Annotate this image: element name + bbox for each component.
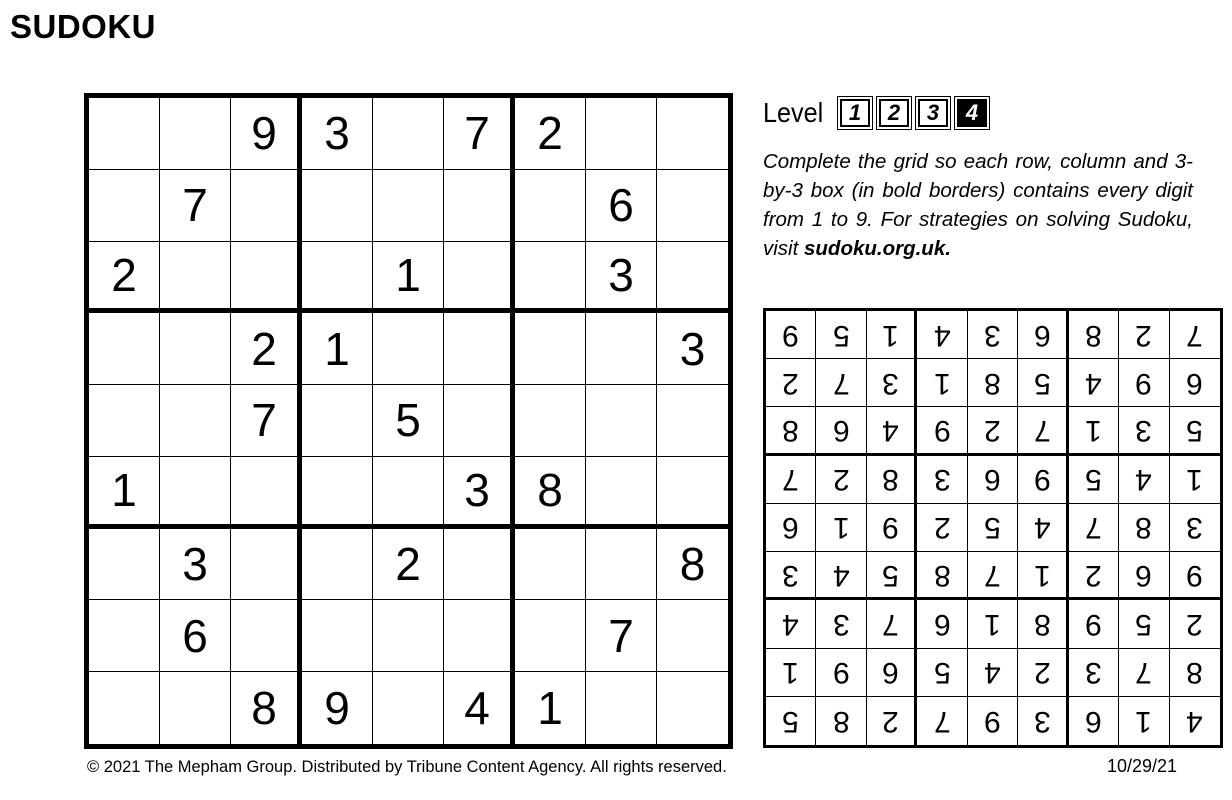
solution-cell-r8c8 [1119, 649, 1169, 697]
puzzle-cell-r2c7 [515, 170, 586, 242]
puzzle-cell-r4c1 [89, 313, 160, 385]
solution-digit: 1 [984, 607, 1001, 641]
solution-cell-r2c7 [1069, 359, 1119, 407]
puzzle-cell-r3c5: 1 [373, 242, 444, 314]
solution-digit: 5 [1085, 463, 1102, 497]
solution-digit: 7 [1085, 511, 1102, 545]
puzzle-cell-r2c2: 7 [160, 170, 231, 242]
puzzle-cell-r8c8: 7 [586, 600, 657, 672]
solution-cell-r7c9 [1170, 600, 1220, 648]
solution-digit: 7 [782, 463, 800, 497]
solution-cell-r9c6 [1018, 697, 1068, 745]
puzzle-cell-r1c2 [160, 98, 231, 170]
solution-cell-r4c2 [816, 456, 866, 504]
solution-digit: 8 [1135, 511, 1153, 545]
puzzle-cell-r6c2 [160, 457, 231, 529]
solution-digit: 3 [933, 463, 951, 497]
solution-cell-r2c1 [766, 359, 816, 407]
solution-digit: 9 [1085, 607, 1102, 641]
solution-digit: 4 [1135, 463, 1153, 497]
instructions-text: Complete the grid so each row, column and 3-by-3 box (in bold borders) contains every digit from 1 to 9. For strategies on solving Sudoku, visit [763, 150, 1193, 260]
solution-digit: 7 [1135, 656, 1153, 690]
solution-digit: 3 [1033, 704, 1051, 738]
puzzle-cell-r9c8 [586, 672, 657, 744]
solution-cell-r7c2 [816, 600, 866, 648]
solution-digit: 8 [1186, 656, 1204, 690]
solution-digit: 6 [832, 414, 850, 448]
solution-cell-r8c9 [1170, 649, 1220, 697]
solution-digit: 3 [1135, 414, 1153, 448]
solution-cell-r5c3 [867, 504, 917, 552]
solution-digit: 7 [933, 704, 951, 738]
solution-digit: 4 [1186, 704, 1204, 738]
solution-cell-r1c8 [1119, 311, 1169, 359]
solution-digit: 2 [1085, 558, 1102, 592]
puzzle-cell-r9c5 [373, 672, 444, 744]
puzzle-cell-r7c8 [586, 529, 657, 601]
puzzle-cell-r9c2 [160, 672, 231, 744]
puzzle-cell-r8c5 [373, 600, 444, 672]
puzzle-cell-r1c8 [586, 98, 657, 170]
puzzle-cell-r2c6 [444, 170, 515, 242]
level-option-4: 4 [957, 99, 987, 127]
solution-cell-r4c7 [1069, 456, 1119, 504]
solution-cell-r9c5 [968, 697, 1018, 745]
puzzle-cell-r1c3: 9 [231, 98, 302, 170]
level-option-3: 3 [918, 99, 948, 127]
puzzle-cell-r2c1 [89, 170, 160, 242]
solution-cell-r9c3 [867, 697, 917, 745]
solution-cell-r8c4 [917, 649, 967, 697]
puzzle-cell-r9c4: 9 [302, 672, 373, 744]
solution-digit: 6 [782, 511, 800, 545]
puzzle-cell-r1c5 [373, 98, 444, 170]
puzzle-cell-r4c8 [586, 313, 657, 385]
solution-cell-r6c4 [917, 552, 967, 600]
solution-digit: 6 [933, 607, 951, 641]
puzzle-cell-r6c9 [657, 457, 728, 529]
solution-digit: 1 [1033, 558, 1051, 592]
solution-cell-r4c8 [1119, 456, 1169, 504]
solution-digit: 9 [933, 414, 951, 448]
solution-cell-r7c8 [1119, 600, 1169, 648]
solution-cell-r3c3 [867, 407, 917, 455]
solution-cell-r3c6 [1018, 407, 1068, 455]
puzzle-cell-r1c9 [657, 98, 728, 170]
solution-digit: 8 [782, 414, 800, 448]
puzzle-cell-r6c1: 1 [89, 457, 160, 529]
solution-cell-r5c4 [917, 504, 967, 552]
solution-cell-r7c1 [766, 600, 816, 648]
solution-digit: 9 [782, 318, 800, 352]
puzzle-cell-r1c6: 7 [444, 98, 515, 170]
solution-cell-r9c2 [816, 697, 866, 745]
puzzle-cell-r2c3 [231, 170, 302, 242]
level-option-1: 1 [840, 99, 870, 127]
solution-digit: 6 [1033, 318, 1051, 352]
puzzle-cell-r2c4 [302, 170, 373, 242]
solution-digit: 4 [832, 558, 850, 592]
puzzle-cell-r3c4 [302, 242, 373, 314]
solution-digit: 5 [933, 656, 951, 690]
puzzle-cell-r3c9 [657, 242, 728, 314]
puzzle-cell-r5c1 [89, 385, 160, 457]
sudoku-puzzle-grid [84, 93, 733, 749]
solution-digit: 5 [782, 704, 800, 738]
solution-digit: 7 [832, 366, 850, 400]
solution-cell-r7c3 [867, 600, 917, 648]
solution-digit: 5 [832, 318, 850, 352]
puzzle-cell-r9c9 [657, 672, 728, 744]
solution-digit: 3 [1186, 511, 1204, 545]
solution-digit: 2 [1186, 607, 1204, 641]
solution-digit: 6 [1186, 366, 1204, 400]
solution-cell-r3c1 [766, 407, 816, 455]
puzzle-cell-r5c3: 7 [231, 385, 302, 457]
solution-cell-r2c9 [1170, 359, 1220, 407]
solution-digit: 2 [832, 463, 850, 497]
solution-digit: 2 [933, 511, 951, 545]
puzzle-cell-r4c4: 1 [302, 313, 373, 385]
solution-cell-r3c9 [1170, 407, 1220, 455]
solution-digit: 8 [832, 704, 850, 738]
level-label: Level [763, 97, 824, 128]
solution-digit: 1 [832, 511, 850, 545]
solution-cell-r1c9 [1170, 311, 1220, 359]
solution-digit: 2 [984, 414, 1001, 448]
puzzle-cell-r3c2 [160, 242, 231, 314]
solution-cell-r9c4 [917, 697, 967, 745]
solution-digit: 9 [1033, 463, 1051, 497]
solution-digit: 9 [882, 511, 899, 545]
puzzle-cell-r5c5: 5 [373, 385, 444, 457]
solution-cell-r8c6 [1018, 649, 1068, 697]
puzzle-cell-r3c8: 3 [586, 242, 657, 314]
solution-digit: 2 [1033, 656, 1051, 690]
puzzle-cell-r4c5 [373, 313, 444, 385]
solution-digit: 1 [1085, 414, 1102, 448]
solution-cell-r4c1 [766, 456, 816, 504]
solution-cell-r3c4 [917, 407, 967, 455]
level-selector [763, 95, 996, 131]
puzzle-cell-r7c2: 3 [160, 529, 231, 601]
page-title: SUDOKU [10, 8, 157, 45]
sudoku-solution-grid [763, 308, 1223, 748]
puzzle-cell-r2c8: 6 [586, 170, 657, 242]
solution-digit: 7 [984, 558, 1001, 592]
solution-digit: 6 [984, 463, 1001, 497]
puzzle-cell-r7c5: 2 [373, 529, 444, 601]
puzzle-cell-r6c5 [373, 457, 444, 529]
solution-cell-r6c2 [816, 552, 866, 600]
solution-digit: 9 [1186, 558, 1204, 592]
solution-digit: 7 [882, 607, 899, 641]
solution-cell-r2c2 [816, 359, 866, 407]
solution-digit: 5 [1033, 366, 1051, 400]
copyright-notice: © 2021 The Mepham Group. Distributed by Tribune Content Agency. All rights reserved. [87, 758, 727, 776]
solution-cell-r2c4 [917, 359, 967, 407]
solution-cell-r7c4 [917, 600, 967, 648]
solution-digit: 7 [1033, 414, 1051, 448]
solution-digit: 8 [882, 463, 899, 497]
solution-digit: 1 [782, 656, 800, 690]
puzzle-cell-r9c1 [89, 672, 160, 744]
puzzle-cell-r4c6 [444, 313, 515, 385]
solution-cell-r6c5 [968, 552, 1018, 600]
puzzle-cell-r8c9 [657, 600, 728, 672]
solution-digit: 5 [882, 558, 899, 592]
puzzle-cell-r5c4 [302, 385, 373, 457]
solution-cell-r3c7 [1069, 407, 1119, 455]
puzzle-cell-r1c7: 2 [515, 98, 586, 170]
solution-cell-r7c6 [1018, 600, 1068, 648]
puzzle-cell-r6c7: 8 [515, 457, 586, 529]
puzzle-cell-r6c3 [231, 457, 302, 529]
puzzle-cell-r8c2: 6 [160, 600, 231, 672]
solution-digit: 2 [882, 704, 899, 738]
solution-cell-r1c7 [1069, 311, 1119, 359]
solution-cell-r4c6 [1018, 456, 1068, 504]
solution-digit: 9 [832, 656, 850, 690]
solution-cell-r5c6 [1018, 504, 1068, 552]
solution-digit: 4 [933, 318, 951, 352]
solution-cell-r4c9 [1170, 456, 1220, 504]
puzzle-cell-r7c3 [231, 529, 302, 601]
solution-cell-r9c1 [766, 697, 816, 745]
solution-digit: 6 [882, 656, 899, 690]
instructions [763, 147, 1193, 263]
solution-cell-r7c5 [968, 600, 1018, 648]
solution-cell-r4c5 [968, 456, 1018, 504]
puzzle-cell-r8c7 [515, 600, 586, 672]
solution-digit: 9 [984, 704, 1001, 738]
solution-digit: 8 [984, 366, 1001, 400]
publication-date: 10/29/21 [1107, 756, 1178, 776]
solution-digit: 1 [1186, 463, 1204, 497]
solution-cell-r2c3 [867, 359, 917, 407]
solution-cell-r8c7 [1069, 649, 1119, 697]
solution-cell-r6c7 [1069, 552, 1119, 600]
solution-cell-r5c7 [1069, 504, 1119, 552]
puzzle-cell-r3c7 [515, 242, 586, 314]
solution-digit: 8 [933, 558, 951, 592]
solution-digit: 2 [1135, 318, 1153, 352]
solution-digit: 2 [782, 366, 800, 400]
puzzle-cell-r6c6: 3 [444, 457, 515, 529]
solution-digit: 6 [1085, 704, 1102, 738]
puzzle-cell-r9c3: 8 [231, 672, 302, 744]
solution-cell-r5c9 [1170, 504, 1220, 552]
puzzle-cell-r7c4 [302, 529, 373, 601]
solution-digit: 5 [1186, 414, 1204, 448]
solution-digit: 7 [1186, 318, 1204, 352]
solution-cell-r5c1 [766, 504, 816, 552]
puzzle-cell-r9c7: 1 [515, 672, 586, 744]
puzzle-cell-r4c3: 2 [231, 313, 302, 385]
sudoku-website-link: sudoku.org.uk. [804, 237, 951, 260]
puzzle-cell-r5c7 [515, 385, 586, 457]
solution-cell-r5c2 [816, 504, 866, 552]
puzzle-cell-r2c9 [657, 170, 728, 242]
solution-cell-r1c6 [1018, 311, 1068, 359]
solution-cell-r2c5 [968, 359, 1018, 407]
puzzle-cell-r8c3 [231, 600, 302, 672]
solution-cell-r6c1 [766, 552, 816, 600]
puzzle-cell-r8c4 [302, 600, 373, 672]
solution-digit: 4 [1033, 511, 1051, 545]
solution-cell-r9c9 [1170, 697, 1220, 745]
puzzle-cell-r5c2 [160, 385, 231, 457]
solution-cell-r4c4 [917, 456, 967, 504]
puzzle-cell-r7c7 [515, 529, 586, 601]
solution-cell-r1c5 [968, 311, 1018, 359]
solution-digit: 4 [984, 656, 1001, 690]
solution-digit: 3 [832, 607, 850, 641]
puzzle-cell-r5c6 [444, 385, 515, 457]
solution-cell-r8c3 [867, 649, 917, 697]
solution-cell-r6c6 [1018, 552, 1068, 600]
level-option-2: 2 [879, 99, 909, 127]
puzzle-cell-r1c4: 3 [302, 98, 373, 170]
puzzle-cell-r5c9 [657, 385, 728, 457]
solution-digit: 4 [782, 607, 800, 641]
puzzle-cell-r6c8 [586, 457, 657, 529]
solution-cell-r7c7 [1069, 600, 1119, 648]
solution-digit: 5 [1135, 607, 1153, 641]
solution-digit: 3 [782, 558, 800, 592]
puzzle-cell-r2c5 [373, 170, 444, 242]
solution-cell-r3c5 [968, 407, 1018, 455]
puzzle-cell-r9c6: 4 [444, 672, 515, 744]
solution-cell-r8c2 [816, 649, 866, 697]
solution-cell-r6c8 [1119, 552, 1169, 600]
solution-digit: 6 [1135, 558, 1153, 592]
puzzle-cell-r8c6 [444, 600, 515, 672]
puzzle-cell-r8c1 [89, 600, 160, 672]
solution-cell-r9c8 [1119, 697, 1169, 745]
puzzle-cell-r6c4 [302, 457, 373, 529]
solution-cell-r9c7 [1069, 697, 1119, 745]
solution-digit: 1 [1135, 704, 1153, 738]
puzzle-cell-r7c9: 8 [657, 529, 728, 601]
solution-cell-r6c9 [1170, 552, 1220, 600]
solution-cell-r1c2 [816, 311, 866, 359]
solution-digit: 3 [882, 366, 899, 400]
solution-digit: 3 [984, 318, 1001, 352]
solution-cell-r3c8 [1119, 407, 1169, 455]
puzzle-cell-r1c1 [89, 98, 160, 170]
solution-cell-r1c3 [867, 311, 917, 359]
solution-cell-r5c8 [1119, 504, 1169, 552]
solution-digit: 9 [1135, 366, 1153, 400]
solution-cell-r2c8 [1119, 359, 1169, 407]
puzzle-cell-r4c9: 3 [657, 313, 728, 385]
solution-digit: 1 [933, 366, 951, 400]
solution-digit: 8 [1033, 607, 1051, 641]
solution-cell-r6c3 [867, 552, 917, 600]
solution-digit: 3 [1085, 656, 1102, 690]
puzzle-cell-r3c1: 2 [89, 242, 160, 314]
solution-cell-r4c3 [867, 456, 917, 504]
solution-cell-r2c6 [1018, 359, 1068, 407]
solution-digit: 4 [882, 414, 899, 448]
solution-cell-r8c1 [766, 649, 816, 697]
solution-cell-r5c5 [968, 504, 1018, 552]
solution-digit: 4 [1085, 366, 1102, 400]
solution-digit: 1 [882, 318, 899, 352]
solution-cell-r1c4 [917, 311, 967, 359]
solution-cell-r8c5 [968, 649, 1018, 697]
solution-cell-r1c1 [766, 311, 816, 359]
solution-cell-r3c2 [816, 407, 866, 455]
puzzle-cell-r7c6 [444, 529, 515, 601]
puzzle-cell-r4c7 [515, 313, 586, 385]
puzzle-cell-r4c2 [160, 313, 231, 385]
puzzle-cell-r7c1 [89, 529, 160, 601]
puzzle-cell-r5c8 [586, 385, 657, 457]
solution-digit: 8 [1085, 318, 1102, 352]
solution-digit: 5 [984, 511, 1001, 545]
puzzle-cell-r3c3 [231, 242, 302, 314]
puzzle-cell-r3c6 [444, 242, 515, 314]
